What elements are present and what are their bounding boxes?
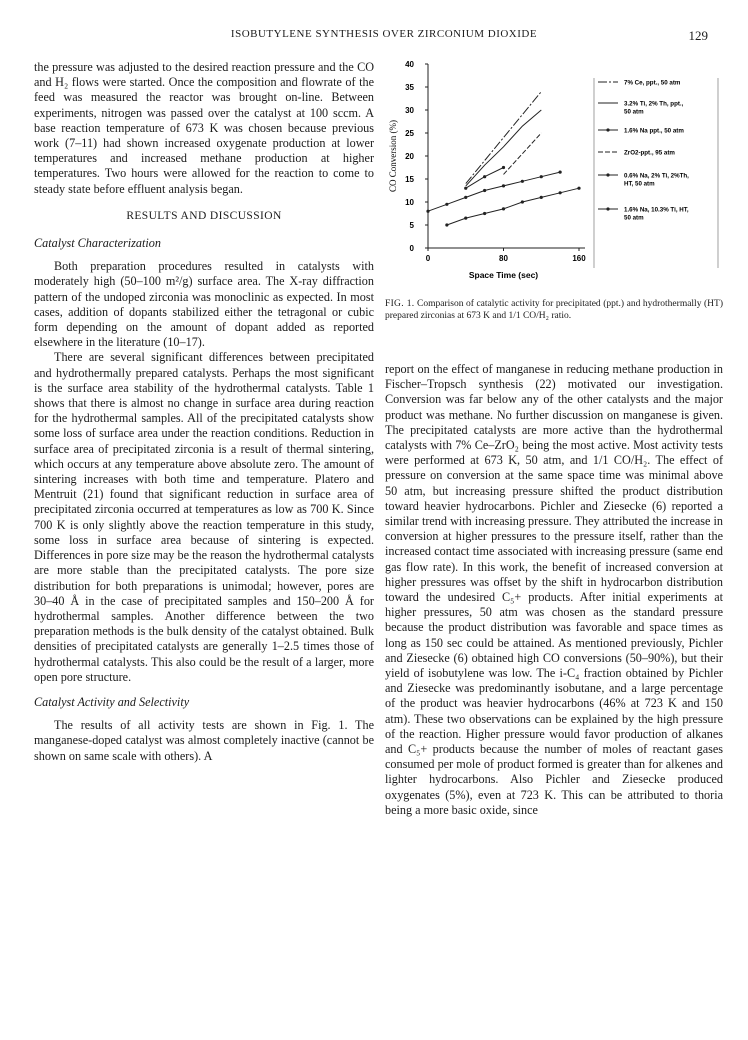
- data-point: [464, 217, 467, 220]
- y-tick-label: 35: [405, 83, 414, 92]
- data-point: [502, 184, 505, 187]
- data-point: [426, 210, 429, 213]
- right-column: [385, 362, 723, 818]
- legend-entry: 3.2% Ti, 2% Th, ppt., 50 atm: [624, 100, 684, 116]
- left-column: [34, 60, 374, 764]
- legend-entry: ZrO2-ppt., 95 atm: [624, 149, 675, 157]
- data-point: [464, 187, 467, 190]
- legend-marker: [606, 207, 609, 210]
- data-point: [559, 171, 562, 174]
- subsection-heading-characterization: Catalyst Characterization: [34, 236, 161, 251]
- paragraph-manganese: report on the effect of manganese in reducing methane production in Fischer–Tropsch synthesis (22) motivated our investigation. Conversion was far below any of the other catalysts and the major product was methane. No further discussion on manganese is given. The precipitated catalysts are more active than the hydrothermal catalysts with 7% Ce–ZrO₂ being the most active. Most activity tests were performed at 673 K, 50 atm, and 1/1 CO/H₂. The effect of pressure on conversion at the same space time was minimal above 50 atm, but increasing pressure shifted the product distribution toward heavier hydrocarbons. Pichler and Ziesecke (6) reported a similar trend with increasing pressure. They attributed the increase in conversion at higher pressures to the pressure itself, rather than the increased contact time associated with increasing pressure (same end gas flow rate). In this work, the benefit of increased conversion at higher pressures was offset by the shift in hydrocarbon distribution toward the undesired C₅+ products. After initial experiments at higher pressures, 50 atm was chosen as the standard pressure because the product distribution was favorable and space times as long as 150 sec could be attained. As mentioned previously, Pichler and Ziesecke (6) obtained high CO conversions (50–90%), but their yield of isobutylene was low. The i-C₄ fraction obtained by Pichler and Ziesecke was predominantly isobutane, and a large percentage of the product was heavier hydrocarbons (46% at 723 K and 150 atm). These two observations can be explained by the high pressure of the reaction. Higher pressure would favor production of alkanes and C₅+ products because the number of moles of reactant gases consumed per mole of product formed is greater than for alkenes and lighter hydrocarbons. Also Pichler and Ziesecke produced oxygenates (5%), even at 723 K. This can be attributed to thoria being a more basic oxide, since: [385, 362, 723, 817]
- y-tick-label: 40: [405, 60, 414, 69]
- series-line: [504, 133, 542, 174]
- y-tick-label: 15: [405, 175, 414, 184]
- data-point: [445, 223, 448, 226]
- legend-entry: 7% Ce, ppt., 50 atm: [624, 79, 681, 87]
- data-point: [559, 191, 562, 194]
- legend-marker: [606, 128, 609, 131]
- data-point: [483, 175, 486, 178]
- data-point: [483, 189, 486, 192]
- legend-entry: 0.6% Na, 2% Ti, 2%Th, HT, 50 atm: [624, 172, 689, 188]
- legend-marker: [606, 173, 609, 176]
- x-axis-label: Space Time (sec): [468, 270, 539, 280]
- section-heading: RESULTS AND DISCUSSION: [126, 209, 282, 222]
- data-point: [502, 166, 505, 169]
- data-point: [464, 196, 467, 199]
- x-tick-label: 0: [425, 254, 431, 263]
- y-tick-label: 25: [405, 129, 414, 138]
- y-tick-label: 20: [405, 152, 414, 161]
- y-axis-label: CO Conversion (%): [388, 120, 398, 192]
- paragraph-intro: the pressure was adjusted to the desired reaction pressure and the CO and H₂ flows were started. Once the composition and flowrate of the feed was measured the reactor was brought on-line. Between experiments, nitrogen was passed over the catalyst at 100 sccm. A base reaction temperature of 673 K was chosen because previous work (7–11) had shown increased oxygenate production at lower temperatures and increased methane production at higher temperatures. Two hours were allowed for the reaction to come to steady state before effluent analysis began.: [34, 60, 374, 196]
- y-tick-label: 5: [409, 221, 414, 230]
- running-title: ISOBUTYLENE SYNTHESIS OVER ZIRCONIUM DIOXIDE: [230, 28, 538, 40]
- data-point: [445, 203, 448, 206]
- paragraph-differences: There are several significant differences between precipitated and hydrothermally prepared catalysts. Perhaps the most significant is the surface area stability of the hydrothermal catalysts. Table 1 shows that there is almost no change in surface area during reaction for the hydrothermal samples. All of the precipitated catalysts show some loss of surface area under the reaction conditions. Reduction in surface area of precipitated zirconia is a result of thermal sintering, which occurs at any temperature above absolute zero. The amount of sintering increases with both time and temperature. Platero and Mentruit (21) found that significant reduction in surface area of precipitated zirconia occurred at temperatures as low as 700 K. Since 700 K is only slightly above the reaction temperature in this study, some loss in surface area because of sintering is expected. Differences in pore size may be the reason the hydrothermal catalysts are more stable than the precipitated catalysts. The pore size distribution for both preparations is unimodal; however, pores are 30–40 Å in the case of precipitated samples and 150–200 Å for hydrothermal samples. Another difference between the two preparation methods is the bulk density of the catalyst obtained. Bulk densities of precipitated catalysts are generally 1–2.5 times those of hydrothermal catalysts. This also could be the result of a larger, more open pore structure.: [34, 350, 374, 684]
- caption-label: FIG. 1.: [385, 299, 415, 309]
- data-point: [483, 212, 486, 215]
- subsection-heading-activity: Catalyst Activity and Selectivity: [34, 694, 190, 709]
- y-tick-label: 0: [409, 244, 414, 253]
- paragraph-surface-area: Both preparation procedures resulted in catalysts with moderately high (50–100 m²/g) surface area. The X-ray diffraction pattern of the undoped zirconia was monoclinic as expected. In most cases, addition of dopants stabilized either the tetragonal or cubic form depending on the amount of dopant added as reported elsewhere in the literature (10–17).: [34, 259, 374, 350]
- data-point: [502, 207, 505, 210]
- x-tick-label: 80: [499, 254, 508, 263]
- series-line: [466, 92, 542, 184]
- page-number: 129: [688, 28, 708, 43]
- conversion-chart: [385, 52, 723, 292]
- data-point: [540, 196, 543, 199]
- paragraph-activity: The results of all activity tests are shown in Fig. 1. The manganese-doped catalyst was almost completely inactive (cannot be shown on same scale with others). A: [34, 718, 374, 763]
- figure-caption: [385, 298, 723, 322]
- legend-entry: 1.6% Na, 10.3% Ti, HT, 50 atm: [624, 206, 689, 222]
- page-header: [60, 28, 708, 44]
- x-tick-label: 160: [572, 254, 586, 263]
- series-line: [466, 110, 542, 186]
- caption-text: Comparison of catalytic activity for precipitated (ppt.) and hydrothermally (HT) prepared zirconias at 673 K and 1/1 CO/H₂ ratio.: [385, 299, 723, 321]
- data-point: [540, 175, 543, 178]
- y-tick-label: 10: [405, 198, 414, 207]
- legend-entry: 1.6% Na ppt., 50 atm: [624, 127, 684, 135]
- y-tick-label: 30: [405, 106, 414, 115]
- data-point: [577, 187, 580, 190]
- data-point: [521, 180, 524, 183]
- data-point: [521, 200, 524, 203]
